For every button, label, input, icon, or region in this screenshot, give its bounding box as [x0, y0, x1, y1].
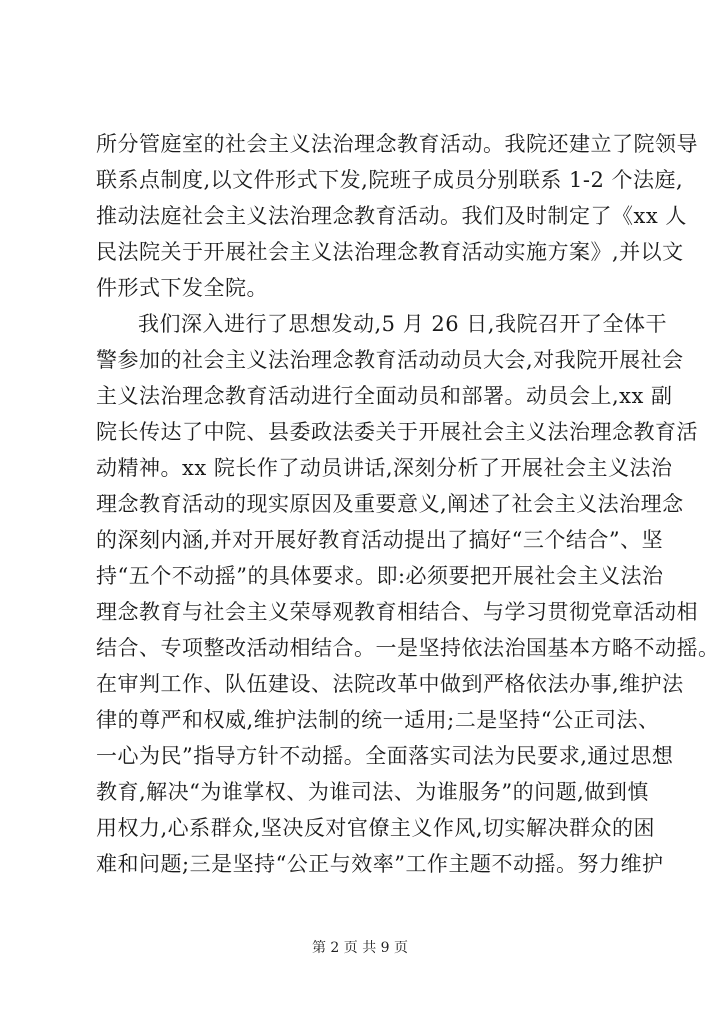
paragraph-line: 结合、专项整改活动相结合。一是坚持依法治国基本方略不动摇。 [96, 636, 720, 660]
page-number-footer: 第 2 页 共 9 页 [311, 940, 409, 956]
paragraph-line: 动精神。xx 院长作了动员讲话,深刻分析了开展社会主义法治 [96, 456, 673, 480]
paragraph-line: 一心为民”指导方针不动摇。全面落实司法为民要求,通过思想 [96, 744, 674, 768]
paragraph-line: 持“五个不动摇”的具体要求。即:必须要把开展社会主义法治 [96, 564, 664, 588]
paragraph-line: 所分管庭室的社会主义法治理念教育活动。我院还建立了院领导 [96, 132, 698, 156]
paragraph-line: 警参加的社会主义法治理念教育活动动员大会,对我院开展社会 [96, 348, 684, 372]
paragraph-line: 在审判工作、队伍建设、法院改革中做到严格依法办事,维护法 [96, 672, 684, 696]
paragraph-line: 理念教育与社会主义荣辱观教育相结合、与学习贯彻党章活动相 [96, 600, 698, 624]
paragraph-line: 难和问题;三是坚持“公正与效率”工作主题不动摇。努力维护 [96, 852, 664, 876]
paragraph-line: 件形式下发全院。 [96, 276, 268, 300]
paragraph-line: 用权力,心系群众,坚决反对官僚主义作风,切实解决群众的困 [96, 816, 656, 840]
paragraph-line: 教育,解决“为谁掌权、为谁司法、为谁服务”的问题,做到慎 [96, 780, 649, 804]
paragraph-line: 理念教育活动的现实原因及重要意义,阐述了社会主义法治理念 [96, 492, 684, 516]
paragraph-line: 院长传达了中院、县委政法委关于开展社会主义法治理念教育活 [96, 420, 698, 444]
paragraph-line: 律的尊严和权威,维护法制的统一适用;二是坚持“公正司法、 [96, 708, 660, 732]
paragraph-line: 民法院关于开展社会主义法治理念教育活动实施方案》,并以文 [96, 240, 684, 264]
paragraph-first-line: 我们深入进行了思想发动,5 月 26 日,我院召开了全体干 [138, 312, 667, 336]
paragraph-line: 的深刻内涵,并对开展好教育活动提出了搞好“三个结合”、坚 [96, 528, 664, 552]
paragraph-line: 主义法治理念教育活动进行全面动员和部署。动员会上,xx 副 [96, 384, 673, 408]
paragraph-line: 联系点制度,以文件形式下发,院班子成员分别联系 1-2 个法庭, [96, 168, 684, 192]
paragraph-line: 推动法庭社会主义法治理念教育活动。我们及时制定了《xx 人 [96, 204, 687, 228]
